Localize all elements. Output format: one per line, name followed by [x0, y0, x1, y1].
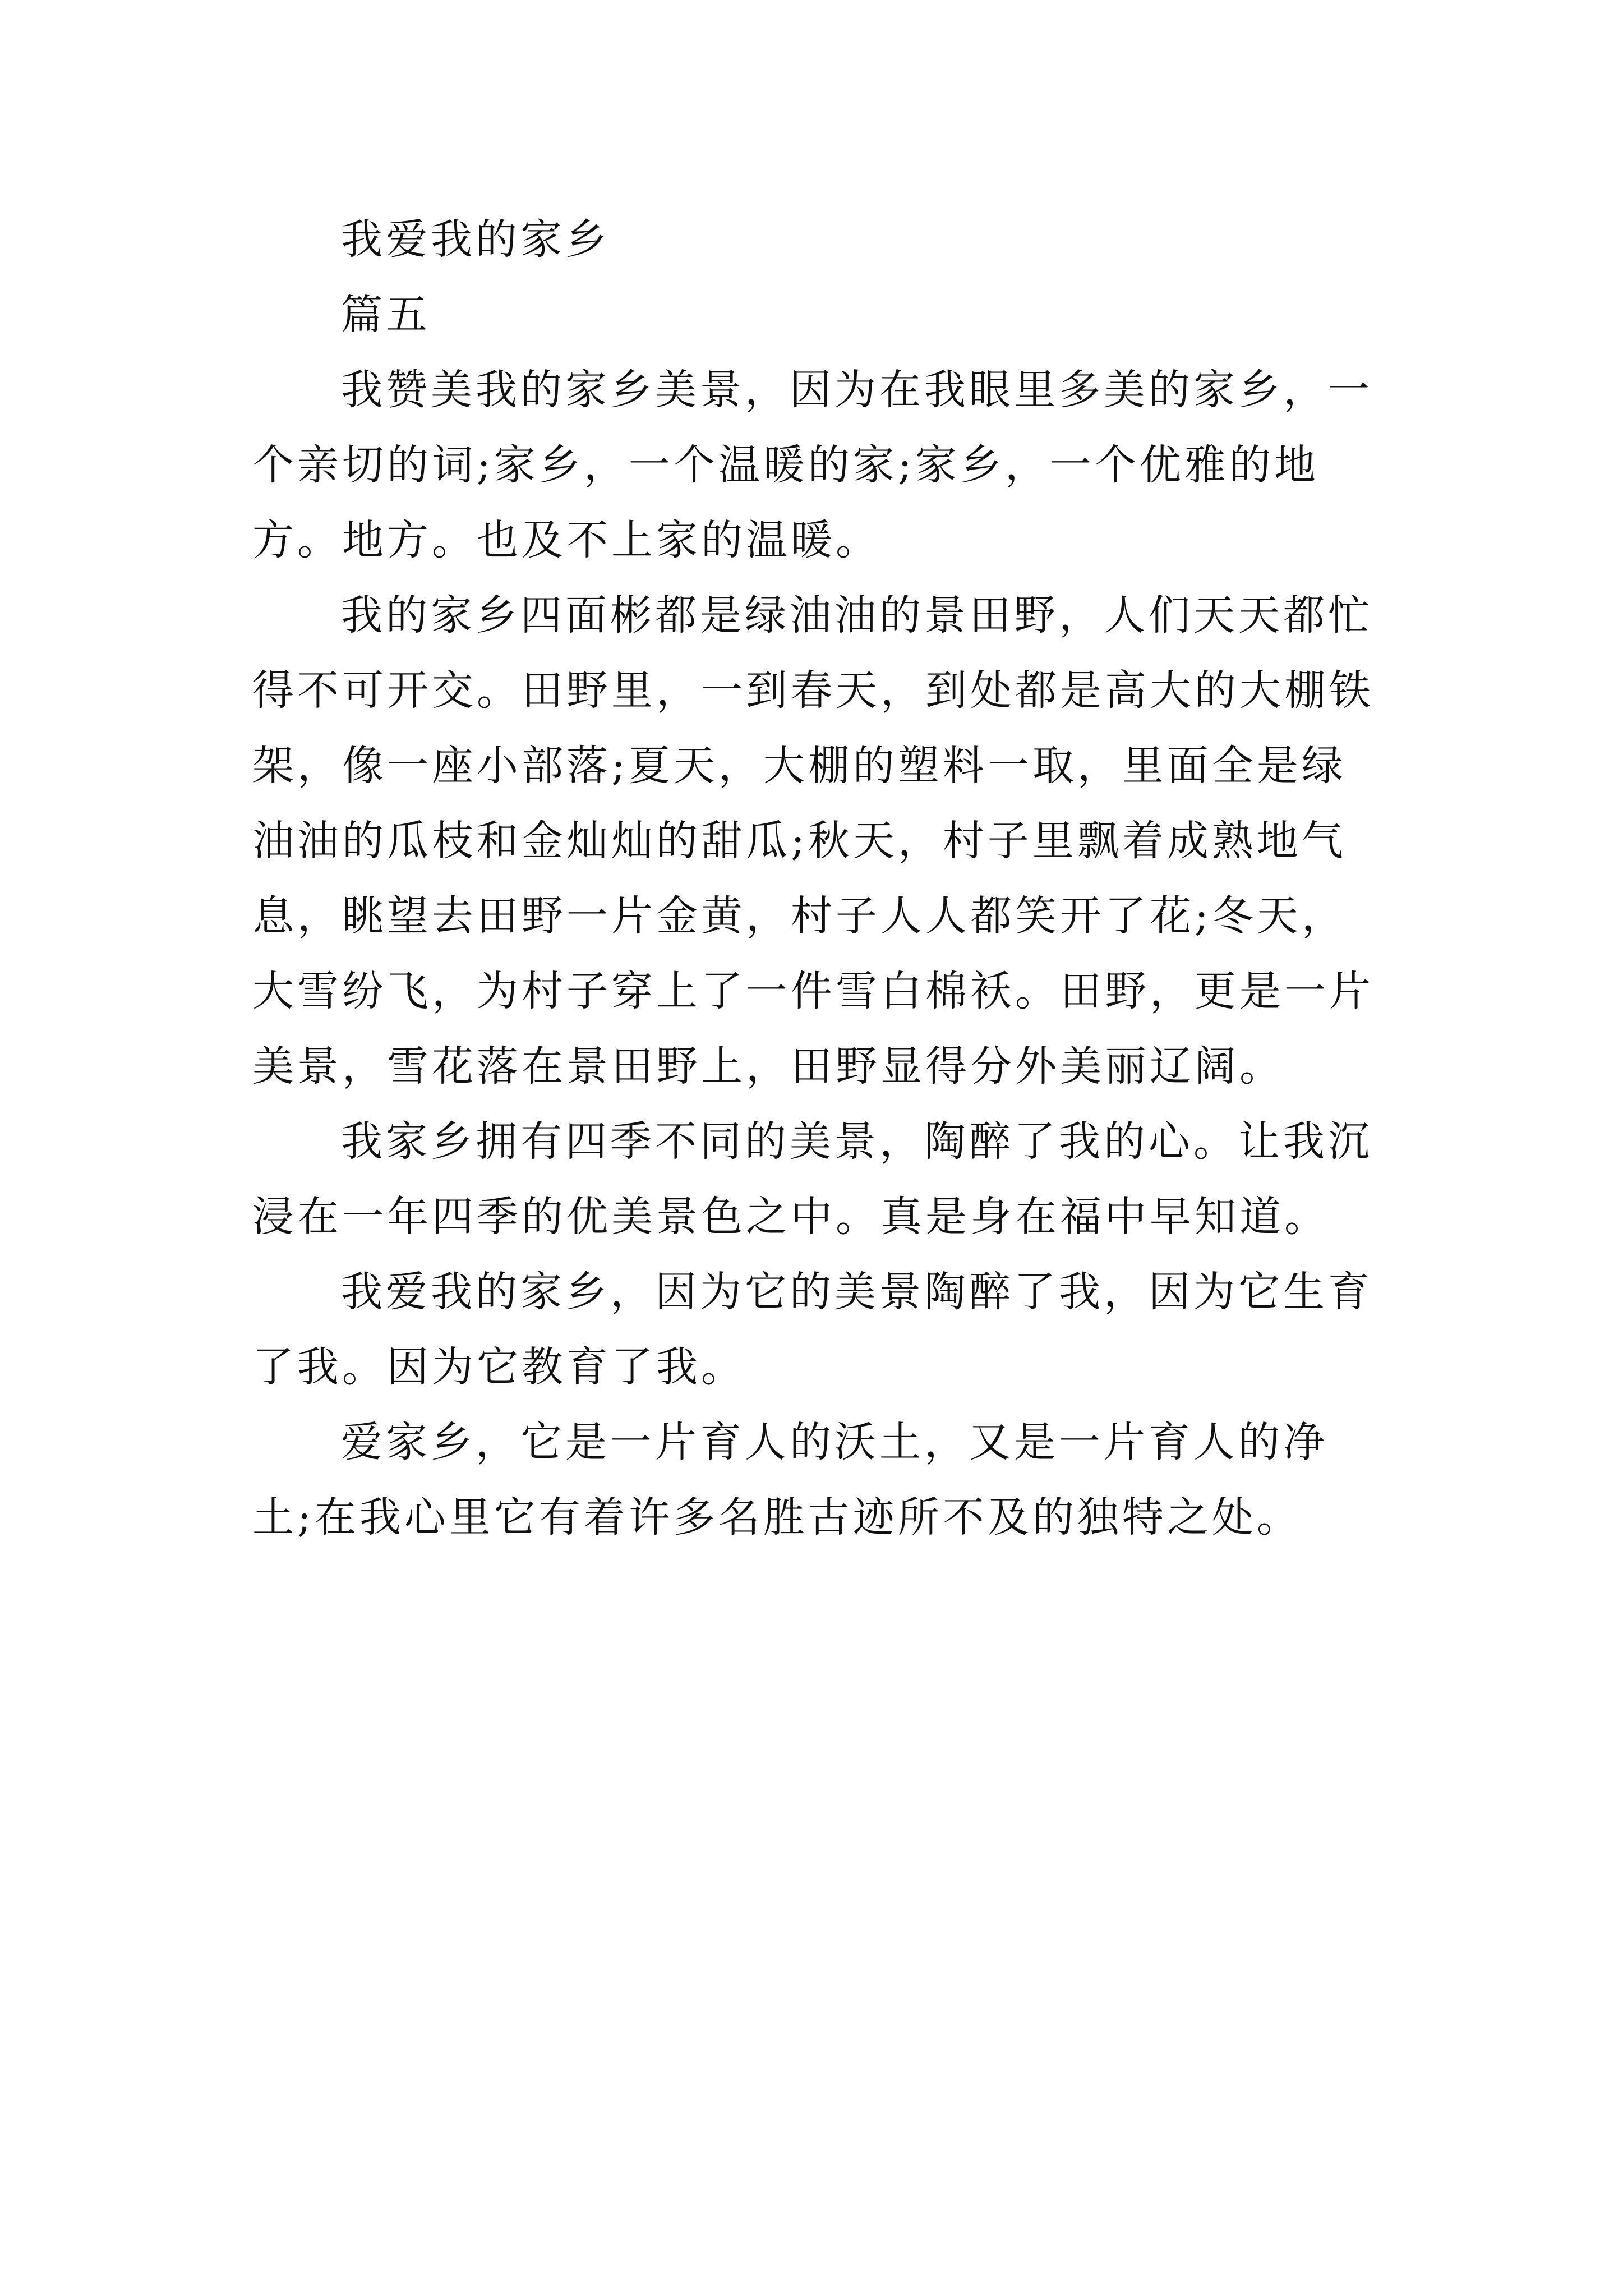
paragraph-2: 我的家乡四面彬都是绿油油的景田野，人们天天都忙得不可开交。田野里，一到春天，到处都是高大的大棚铁架，像一座小部落;夏天，大棚的塑料一取，里面全是绿油油的瓜枝和金灿灿的甜瓜;秋天，村子里飘着成熟地气息，眺望去田野一片金黄，村子人人都笑开了花;冬天，大雪纷飞，为村子穿上了一件雪白棉袄。田野，更是一片美景，雪花落在景田野上，田野显得分外美丽辽阔。: [252, 591, 1374, 1091]
paragraph-3: 我家乡拥有四季不同的美景，陶醉了我的心。让我沉浸在一年四季的优美景色之中。真是身在福中早知道。: [252, 1117, 1373, 1241]
document-body: [252, 202, 1380, 1555]
document-title: 我爱我的家乡: [341, 215, 610, 264]
paragraph-5: 爱家乡，它是一片育人的沃土，又是一片育人的净土;在我心里它有着许多名胜古迹所不及的独特之处。: [252, 1418, 1328, 1542]
paragraph-1: 我赞美我的家乡美景，因为在我眼里多美的家乡，一个亲切的词;家乡，一个温暖的家;家乡，一个优雅的地方。地方。也及不上家的温暖。: [252, 366, 1373, 564]
document-subtitle: 篇五: [341, 291, 431, 339]
paragraph-4: 我爱我的家乡，因为它的美景陶醉了我，因为它生育了我。因为它教育了我。: [252, 1268, 1373, 1391]
